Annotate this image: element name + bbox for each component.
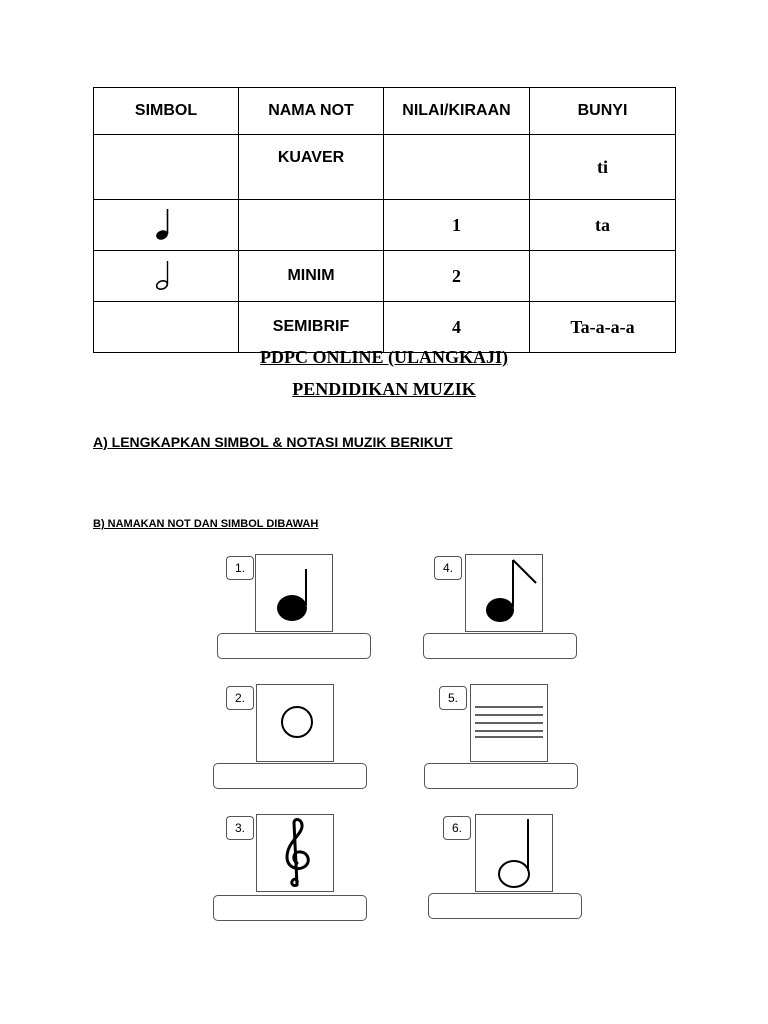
minim-icon — [151, 258, 181, 294]
item-3-picture — [256, 814, 334, 892]
page-subtitle: PENDIDIKAN MUZIK — [292, 379, 476, 399]
item-6-answer-box[interactable] — [428, 893, 582, 919]
item-1-number: 1. — [226, 556, 254, 580]
value-cell: 4 — [384, 302, 530, 353]
treble-clef-icon — [257, 815, 333, 891]
table-row — [94, 302, 676, 353]
item-4-number: 4. — [434, 556, 462, 580]
name-cell: MINIM — [239, 251, 384, 302]
note-table — [93, 87, 676, 353]
item-4-answer-box[interactable] — [423, 633, 577, 659]
section-b-heading: B) NAMAKAN NOT DAN SIMBOL DIBAWAH — [93, 518, 319, 530]
table-row — [94, 135, 676, 200]
value-cell: 2 — [384, 251, 530, 302]
item-3-number: 3. — [226, 816, 254, 840]
header-nilai-kiraan: NILAI/KIRAAN — [384, 88, 530, 135]
value-cell — [384, 135, 530, 200]
item-1-answer-box[interactable] — [217, 633, 371, 659]
item-2-picture — [256, 684, 334, 762]
symbol-cell — [94, 302, 239, 353]
page-title: PDPC ONLINE (ULANGKAJI) — [259, 347, 508, 367]
sound-cell — [530, 251, 676, 302]
name-cell: SEMIBRIF — [239, 302, 384, 353]
item-2-answer-box[interactable] — [213, 763, 367, 789]
table-header-row — [94, 88, 676, 135]
value-cell: 1 — [384, 200, 530, 251]
crotchet-icon — [151, 205, 181, 245]
item-2-number: 2. — [226, 686, 254, 710]
item-6-picture — [475, 814, 553, 892]
item-6-number: 6. — [443, 816, 471, 840]
item-5-answer-box[interactable] — [424, 763, 578, 789]
minim-icon — [476, 815, 552, 891]
sound-cell: ta — [530, 200, 676, 251]
table-row — [94, 200, 676, 251]
section-a-heading: A) LENGKAPKAN SIMBOL & NOTASI MUZIK BERIKUT — [93, 434, 453, 450]
semibreve-icon — [257, 685, 333, 761]
quaver-icon — [466, 555, 542, 631]
header-simbol: SIMBOL — [94, 88, 239, 135]
sound-cell: Ta-a-a-a — [530, 302, 676, 353]
item-1-picture — [255, 554, 333, 632]
item-5-picture — [470, 684, 548, 762]
item-4-picture — [465, 554, 543, 632]
symbol-cell — [94, 200, 239, 251]
item-5-number: 5. — [439, 686, 467, 710]
item-3-answer-box[interactable] — [213, 895, 367, 921]
symbol-cell — [94, 251, 239, 302]
table-row — [94, 251, 676, 302]
name-cell: KUAVER — [239, 135, 384, 200]
sound-cell: ti — [530, 135, 676, 200]
symbol-cell — [94, 135, 239, 200]
staff-icon — [471, 685, 547, 761]
crotchet-icon — [256, 555, 332, 631]
header-bunyi: BUNYI — [530, 88, 676, 135]
name-cell — [239, 200, 384, 251]
header-nama-not: NAMA NOT — [239, 88, 384, 135]
